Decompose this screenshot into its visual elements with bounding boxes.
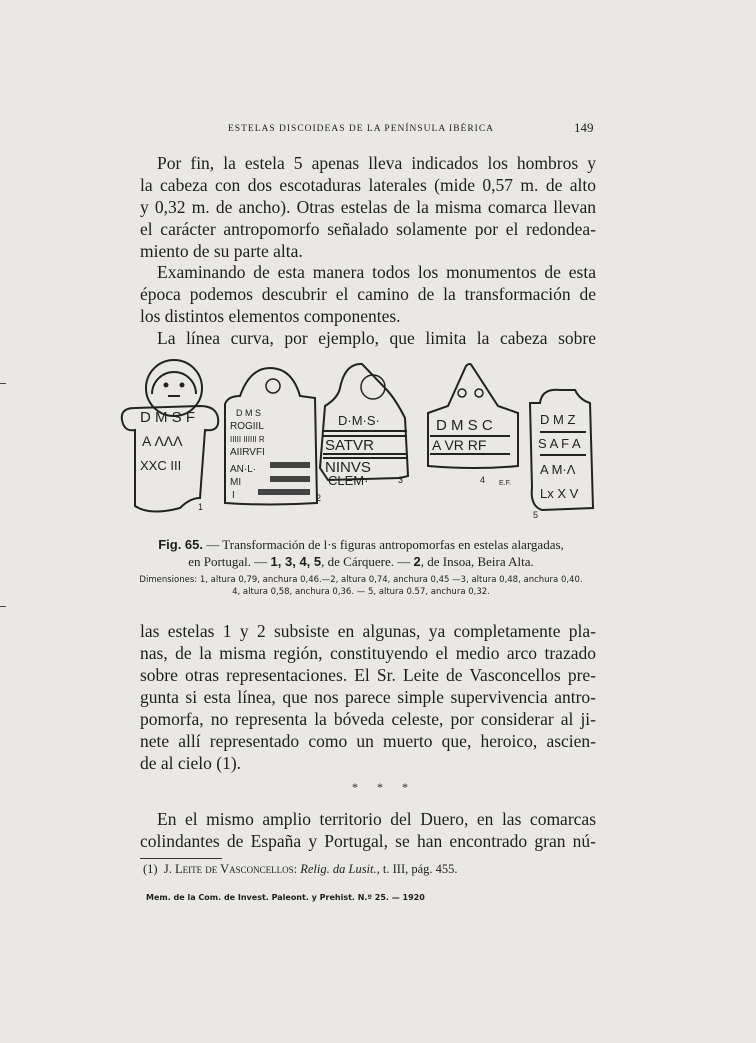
inscription-line: AIIRVFI: [230, 447, 265, 458]
stele-number: 5: [533, 510, 539, 520]
stele-number: 4: [480, 475, 486, 485]
inscription-line: D M Z: [540, 412, 576, 427]
stele-3: [320, 364, 408, 488]
inscription-line: D M S: [236, 408, 262, 418]
caption-numbers: 1, 3, 4, 5: [270, 554, 322, 569]
inscription-line: SATVR: [325, 437, 374, 454]
figure-caption: [115, 536, 607, 570]
text-line: Examinando de esta manera todos los monumentos de esta: [157, 262, 596, 282]
text-line: y 0,32 m. de ancho). Otras estelas de la misma comarca llevan: [140, 197, 596, 217]
inscription-line: CLEM·: [328, 473, 369, 488]
footnote-rule: [140, 858, 222, 859]
text-line: época podemos descubrir el camino de la transformación de: [140, 284, 596, 304]
text-line: colindantes de España y Portugal, se han encontrado gran nú-: [140, 831, 596, 851]
figure-label: Fig. 65.: [158, 537, 203, 552]
stele-5: [530, 390, 593, 520]
text-line: los distintos elementos componentes.: [140, 306, 401, 326]
inscription-line: S A F A: [538, 436, 581, 451]
text-line: las estelas 1 y 2 subsiste en algunas, ya completamente pla-: [140, 621, 596, 641]
text-line: En el mismo amplio territorio del Duero, en las comarcas: [157, 809, 596, 829]
stele-number: 3: [398, 475, 404, 485]
inscription-line: XXC III: [140, 458, 182, 473]
inscription-line: A VR RF: [432, 437, 487, 453]
dimensions-line: 4, altura 0,58, anchura 0,36. — 5, altura 0.57, anchura 0,32.: [232, 587, 490, 597]
inscription-line: IIIII IIIIII R: [230, 435, 265, 444]
stele-number: 1: [198, 502, 204, 512]
text-line: sobre otras representaciones. El Sr. Leite de Vasconcellos pre-: [140, 665, 596, 685]
illustrator-signature: E.F.: [499, 480, 512, 487]
inscription-line: MI: [230, 477, 242, 488]
stele-number: 2: [316, 493, 322, 503]
imprint-line: Mem. de la Com. de Invest. Paleont. y Prehist. N.º 25. — 1920: [146, 893, 425, 902]
inscription-line: AN·L·: [230, 464, 257, 475]
figure-stelae: [110, 358, 610, 528]
caption-text: en Portugal. —: [188, 554, 271, 569]
scan-edge-mark: [0, 383, 6, 384]
caption-text: — Transformación de l·s figuras antropomorfas en estelas alargadas,: [206, 537, 564, 552]
footnote-ref: t. III, pág. 455.: [382, 862, 458, 876]
text-line: de al cielo (1).: [140, 753, 242, 773]
footnote-author: J. Leite de Vasconcellos:: [163, 862, 298, 876]
inscription-line: A M·Λ: [540, 462, 576, 477]
text-line: miento de su parte alta.: [140, 241, 303, 261]
stele-4: [428, 364, 518, 487]
inscription-line: Lx X V: [540, 486, 579, 501]
caption-text: , de Insoa, Beira Alta.: [420, 554, 534, 569]
text-line: la cabeza con dos escotaduras laterales (mide 0,57 m. de alto: [140, 175, 596, 195]
section-separator: * * *: [352, 780, 416, 794]
text-line: pomorfa, no representa la bóveda celeste, por considerar al ji-: [140, 709, 596, 729]
text-line: nete allí representado como un muerto que, heroico, ascien-: [140, 731, 596, 751]
text-line: nas, de la misma región, constituyendo el medio arco trazado: [140, 643, 596, 663]
text-line: Por fin, la estela 5 apenas lleva indicados los hombros y: [157, 153, 596, 173]
footnote: [143, 862, 458, 877]
page-number: 149: [574, 120, 594, 135]
running-title: ESTELAS DISCOIDEAS DE LA PENÍNSULA IBÉRICA: [228, 124, 495, 134]
text-line: La línea curva, por ejemplo, que limita la cabeza sobre: [157, 328, 596, 348]
footnote-work: Relig. da Lusit.,: [300, 862, 380, 876]
inscription-line: D M S C: [436, 417, 493, 434]
dimensions-line: Dimensiones: 1, altura 0,79, anchura 0,46.—2, altura 0,74, anchura 0,45 —3, altura 0,48, anchura 0,40.: [139, 575, 583, 585]
caption-numbers: 2: [413, 554, 421, 569]
stele-1: [122, 360, 218, 512]
inscription-line: I: [232, 490, 235, 501]
inscription-line: D·M·S·: [338, 413, 380, 428]
scan-edge-mark: [0, 606, 6, 607]
caption-text: , de Cárquere. —: [321, 554, 414, 569]
inscription-line: D M S F: [140, 409, 195, 426]
inscription-line: NINVS: [325, 459, 371, 476]
stele-2: [225, 368, 321, 505]
footnote-marker: (1): [143, 862, 158, 876]
inscription-line: ROGIIL: [230, 421, 264, 432]
text-line: el carácter antropomorfo señalado solamente por el redondea-: [140, 219, 596, 239]
inscription-line: A ΛΛΛ: [142, 433, 183, 449]
text-line: gunta si esta línea, que nos parece simple supervivencia antro-: [140, 687, 596, 707]
